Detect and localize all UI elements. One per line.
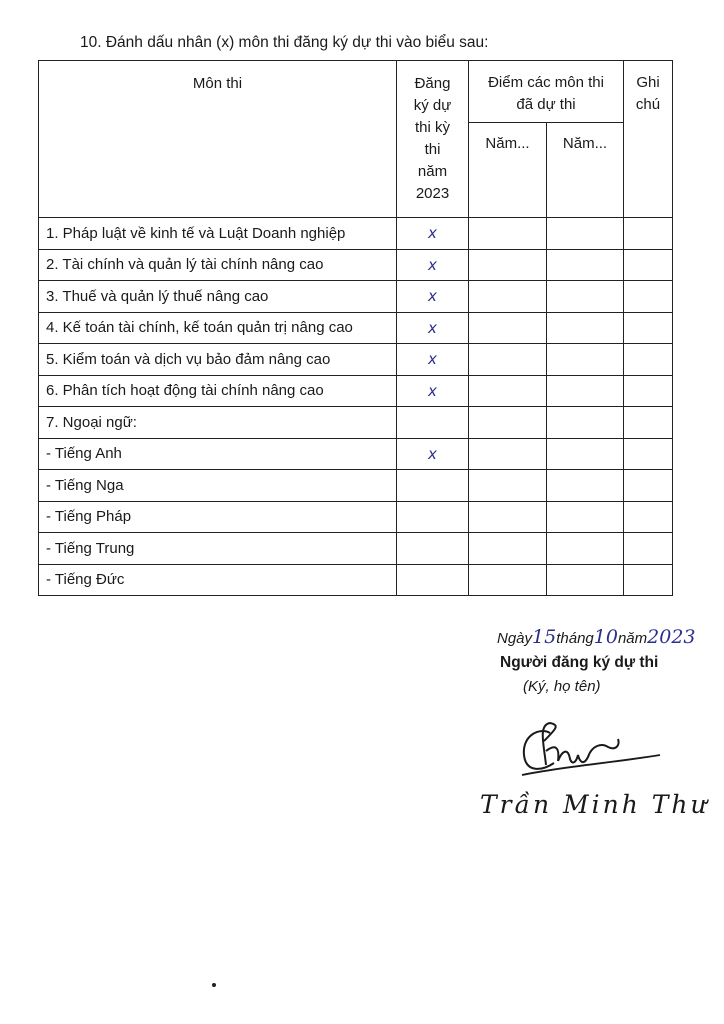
register-mark: x bbox=[397, 375, 469, 407]
note-cell bbox=[624, 533, 673, 565]
score-cell bbox=[469, 470, 547, 502]
register-mark: x bbox=[397, 344, 469, 376]
score-cell bbox=[469, 281, 547, 313]
subject-label: 2. Tài chính và quản lý tài chính nâng cao bbox=[39, 249, 397, 281]
note-cell bbox=[624, 218, 673, 250]
register-mark bbox=[397, 470, 469, 502]
score-cell bbox=[469, 564, 547, 596]
printed-name: Trần Minh Thư bbox=[480, 790, 710, 819]
score-cell bbox=[547, 407, 624, 439]
subject-label: - Tiếng Đức bbox=[39, 564, 397, 596]
header-year-1: Năm... bbox=[469, 123, 547, 218]
note-cell bbox=[624, 438, 673, 470]
handwritten-signature bbox=[510, 715, 670, 785]
subject-label: 3. Thuế và quản lý thuế nâng cao bbox=[39, 281, 397, 313]
score-cell bbox=[469, 344, 547, 376]
subject-label: - Tiếng Pháp bbox=[39, 501, 397, 533]
score-cell bbox=[547, 249, 624, 281]
subject-label: - Tiếng Anh bbox=[39, 438, 397, 470]
note-cell bbox=[624, 249, 673, 281]
score-cell bbox=[547, 312, 624, 344]
table-row bbox=[39, 375, 673, 407]
register-mark: x bbox=[397, 281, 469, 313]
table-row bbox=[39, 470, 673, 502]
score-cell bbox=[469, 218, 547, 250]
table-row bbox=[39, 312, 673, 344]
score-cell bbox=[469, 501, 547, 533]
note-cell bbox=[624, 564, 673, 596]
note-cell bbox=[624, 501, 673, 533]
subject-label: 4. Kế toán tài chính, kế toán quản trị nâng cao bbox=[39, 312, 397, 344]
score-cell bbox=[547, 470, 624, 502]
score-cell bbox=[469, 249, 547, 281]
signing-date: Ngày15tháng10năm2023 bbox=[497, 626, 696, 648]
table-row bbox=[39, 344, 673, 376]
subject-label: 1. Pháp luật về kinh tế và Luật Doanh nghiệp bbox=[39, 218, 397, 250]
score-cell bbox=[547, 533, 624, 565]
note-cell bbox=[624, 375, 673, 407]
table-row bbox=[39, 564, 673, 596]
note-cell bbox=[624, 470, 673, 502]
score-cell bbox=[547, 438, 624, 470]
section-heading: 10. Đánh dấu nhân (x) môn thi đăng ký dự thi vào biểu sau: bbox=[80, 34, 489, 51]
note-cell bbox=[624, 281, 673, 313]
register-mark bbox=[397, 564, 469, 596]
date-year: 2023 bbox=[647, 626, 696, 648]
score-cell bbox=[547, 344, 624, 376]
register-mark bbox=[397, 501, 469, 533]
subject-label: 5. Kiểm toán và dịch vụ bảo đảm nâng cao bbox=[39, 344, 397, 376]
register-mark: x bbox=[397, 218, 469, 250]
register-mark: x bbox=[397, 438, 469, 470]
score-cell bbox=[547, 218, 624, 250]
signer-title: Người đăng ký dự thi bbox=[500, 654, 659, 671]
score-cell bbox=[469, 375, 547, 407]
subject-label: - Tiếng Nga bbox=[39, 470, 397, 502]
exam-registration-table bbox=[38, 60, 673, 596]
header-register: Đăng ký dự thi kỳ thi năm 2023 bbox=[397, 61, 469, 218]
register-mark bbox=[397, 533, 469, 565]
date-day: 15 bbox=[532, 626, 557, 648]
subject-label: - Tiếng Trung bbox=[39, 533, 397, 565]
score-cell bbox=[469, 407, 547, 439]
score-cell bbox=[547, 375, 624, 407]
subject-label: 7. Ngoại ngữ: bbox=[39, 407, 397, 439]
table-row bbox=[39, 281, 673, 313]
note-cell bbox=[624, 344, 673, 376]
register-mark: x bbox=[397, 249, 469, 281]
header-subject: Môn thi bbox=[39, 61, 397, 218]
score-cell bbox=[469, 438, 547, 470]
score-cell bbox=[469, 533, 547, 565]
table-row bbox=[39, 407, 673, 439]
score-cell bbox=[547, 281, 624, 313]
table-row bbox=[39, 501, 673, 533]
stray-dot bbox=[212, 983, 216, 987]
sign-note: (Ký, họ tên) bbox=[523, 678, 601, 695]
table-row bbox=[39, 533, 673, 565]
note-cell bbox=[624, 407, 673, 439]
register-mark bbox=[397, 407, 469, 439]
date-month: 10 bbox=[593, 626, 618, 648]
header-note: Ghi chú bbox=[624, 61, 673, 218]
table-row bbox=[39, 249, 673, 281]
score-cell bbox=[547, 564, 624, 596]
table-row bbox=[39, 438, 673, 470]
table-row bbox=[39, 218, 673, 250]
score-cell bbox=[547, 501, 624, 533]
subject-label: 6. Phân tích hoạt động tài chính nâng cao bbox=[39, 375, 397, 407]
header-scores: Điểm các môn thi đã dự thi bbox=[469, 61, 624, 123]
register-mark: x bbox=[397, 312, 469, 344]
note-cell bbox=[624, 312, 673, 344]
header-year-2: Năm... bbox=[547, 123, 624, 218]
score-cell bbox=[469, 312, 547, 344]
